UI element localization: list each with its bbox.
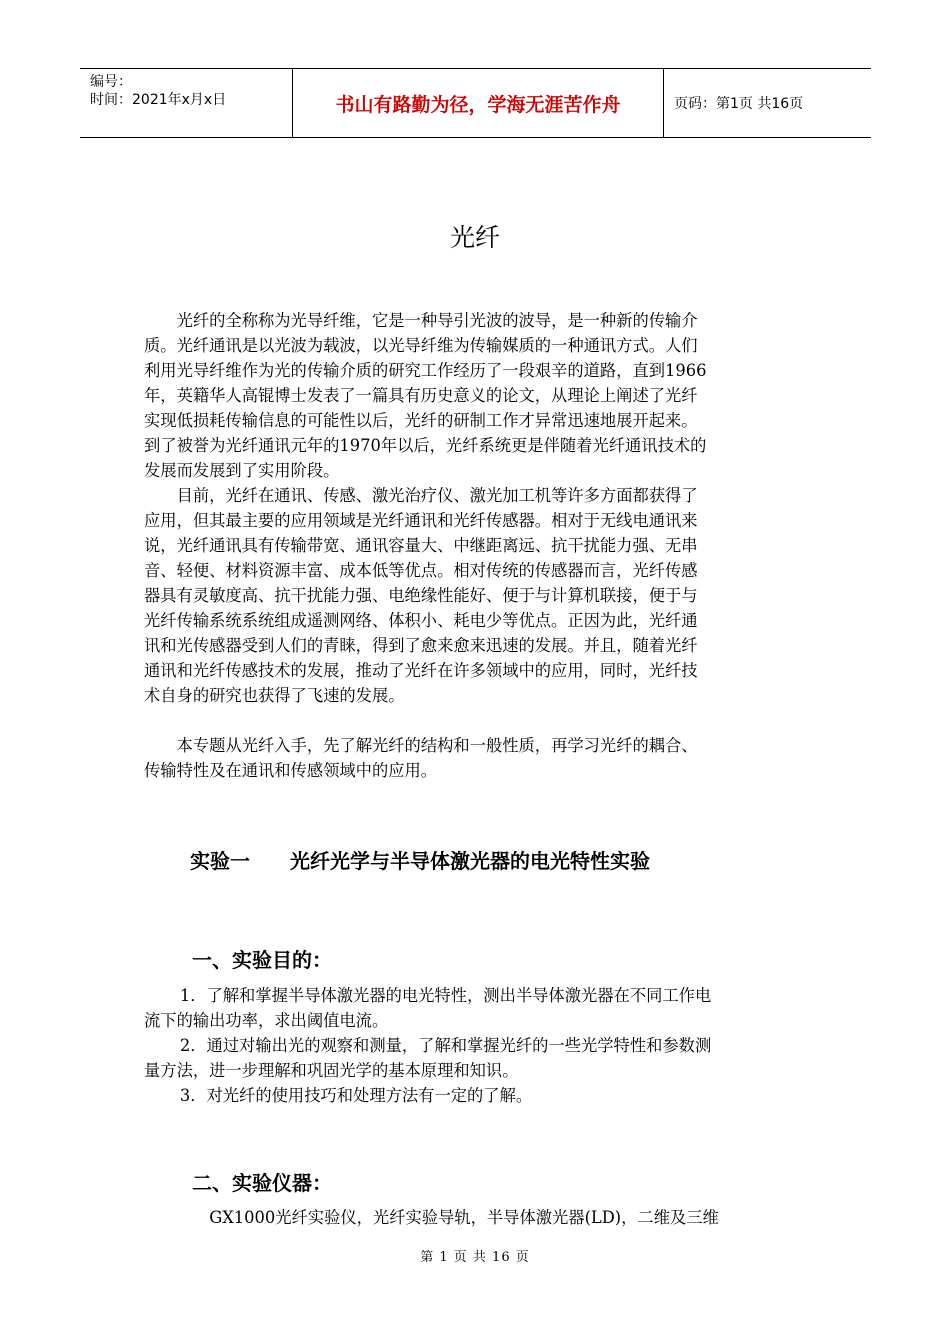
text-line: 发展而发展到了实用阶段。 bbox=[144, 461, 340, 480]
text-line: 说，光纤通讯具有传输带宽、通讯容量大、中继距离远、抗干扰能力强、无串 bbox=[144, 536, 698, 555]
text-line: 目前，光纤在通讯、传感、激光治疗仪、激光加工机等许多方面都获得了 bbox=[176, 486, 698, 505]
text-line: 实现低损耗传输信息的可能性以后，光纤的研制工作才异常迅速地展开起来。 bbox=[144, 411, 698, 430]
header-motto: 书山有路勤为径，学海无涯苦作舟 bbox=[293, 69, 664, 137]
text-line: 利用光导纤维作为光的传输介质的研究工作经历了一段艰辛的道路，直到1966 bbox=[144, 361, 707, 380]
intro-paragraph-3 bbox=[144, 733, 806, 783]
text-line: 本专题从光纤入手，先了解光纤的结构和一般性质，再学习光纤的耦合、 bbox=[176, 736, 698, 755]
intro-paragraph-1 bbox=[144, 308, 806, 483]
experiment-title: 光纤光学与半导体激光器的电光特性实验 bbox=[290, 849, 650, 873]
list-item: 1．了解和掌握半导体激光器的电光特性，测出半导体激光器在不同工作电 bbox=[179, 986, 712, 1005]
text-line: 光纤的全称称为光导纤维，它是一种导引光波的波导，是一种新的传输介 bbox=[176, 311, 698, 330]
text-line: 传输特性及在通讯和传感领域中的应用。 bbox=[144, 761, 438, 780]
page-footer: 第 1 页 共 16 页 bbox=[420, 1250, 530, 1265]
section-heading-purpose: 一、实验目的： bbox=[192, 948, 332, 972]
text-line: 到了被誉为光纤通讯元年的1970年以后，光纤系统更是伴随着光纤通讯技术的 bbox=[144, 436, 707, 455]
experiment-heading bbox=[190, 845, 650, 874]
section-heading-instruments: 二、实验仪器： bbox=[192, 1171, 332, 1195]
list-item-continuation: 流下的输出功率，求出阈值电流。 bbox=[144, 1011, 389, 1030]
intro-paragraph-2 bbox=[144, 483, 806, 708]
text-line: 通讯和光纤传感技术的发展，推动了光纤在许多领域中的应用，同时，光纤技 bbox=[144, 661, 698, 680]
doc-number-label: 编号： bbox=[90, 74, 132, 90]
text-line: 应用，但其最主要的应用领域是光纤通讯和光纤传感器。相对于无线电通讯来 bbox=[144, 511, 698, 530]
text-line: 光纤传输系统系统组成遥测网络、体积小、耗电少等优点。正因为此，光纤通 bbox=[144, 611, 698, 630]
text-line: 年，英籍华人高锟博士发表了一篇具有历史意义的论文，从理论上阐述了光纤 bbox=[144, 386, 698, 405]
header-page-code: 页码：第1页 共16页 bbox=[674, 96, 804, 112]
text-line: 音、轻便、材料资源丰富、成本低等优点。相对传统的传感器而言，光纤传感 bbox=[144, 561, 698, 580]
doc-time-label: 时间：2021年x月x日 bbox=[90, 92, 227, 108]
list-item: 2．通过对输出光的观察和测量，了解和掌握光纤的一些光学特性和参数测 bbox=[179, 1036, 712, 1055]
text-line: 质。光纤通讯是以光波为载波，以光导纤维为传输媒质的一种通讯方式。人们 bbox=[144, 336, 698, 355]
list-item: 3．对光纤的使用技巧和处理方法有一定的了解。 bbox=[179, 1086, 533, 1105]
instruments-text bbox=[144, 1205, 806, 1230]
list-item-continuation: 量方法，进一步理解和巩固光学的基本原理和知识。 bbox=[144, 1061, 519, 1080]
text-line: 术自身的研究也获得了飞速的发展。 bbox=[144, 686, 405, 705]
page-header bbox=[80, 68, 871, 138]
header-meta-cell bbox=[80, 69, 293, 137]
experiment-number: 实验一 bbox=[190, 849, 250, 873]
text-line: 讯和光传感器受到人们的青睐，得到了愈来愈来迅速的发展。并且，随着光纤 bbox=[144, 636, 698, 655]
purpose-list bbox=[144, 983, 806, 1108]
text-line: 器具有灵敏度高、抗干扰能力强、电绝缘性能好、便于与计算机联接，便于与 bbox=[144, 586, 698, 605]
page-title: 光纤 bbox=[449, 223, 500, 252]
text-line: GX1000光纤实验仪，光纤实验导轨，半导体激光器(LD)，二维及三维 bbox=[209, 1208, 719, 1227]
